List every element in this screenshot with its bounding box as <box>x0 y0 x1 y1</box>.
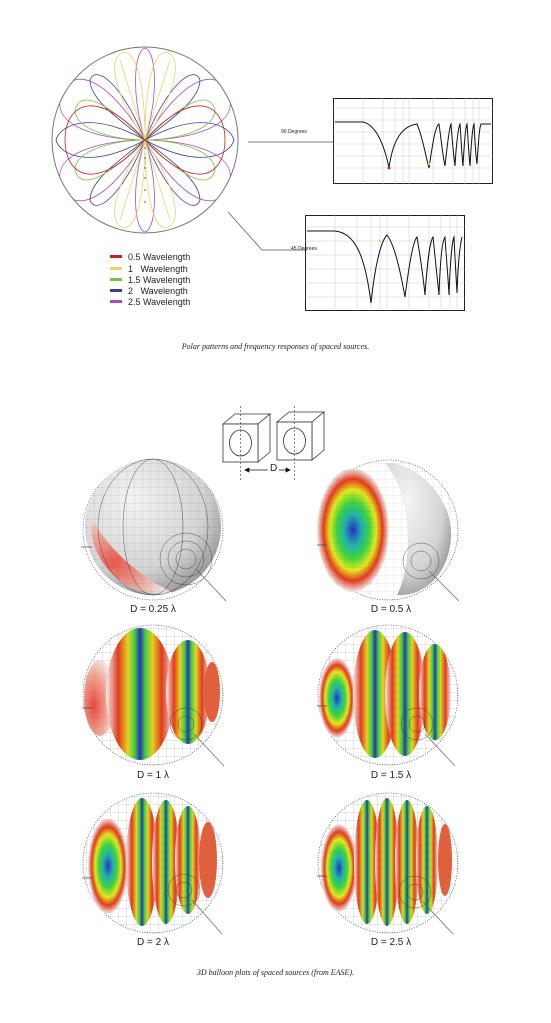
balloon-plot-1-5 <box>313 620 463 770</box>
legend-swatch <box>110 289 122 292</box>
balloon-plot-0-25 <box>78 455 228 605</box>
legend-label: 2 Wavelength <box>128 286 188 296</box>
balloon-label-0-25: D = 0.25 λ <box>130 604 176 615</box>
balloon-label-0-5: D = 0.5 λ <box>370 604 412 615</box>
legend-item <box>110 264 188 274</box>
balloon-label-2: D = 2 λ <box>137 937 169 948</box>
polar-plot <box>50 40 240 240</box>
legend-swatch <box>110 278 122 281</box>
freq-response-45 <box>305 215 465 311</box>
legend-label: 0.5 Wavelength <box>128 252 191 262</box>
legend-item <box>110 297 190 307</box>
balloon-plot-2-5 <box>313 788 463 938</box>
legend-label: 1 Wavelength <box>128 264 188 274</box>
balloon-plot-2 <box>78 788 228 938</box>
balloon-plot-0-5 <box>313 455 463 605</box>
legend-swatch <box>110 300 122 303</box>
figure1-caption: Polar patterns and frequency responses of spaced sources. <box>181 342 370 351</box>
balloon-plot-1 <box>78 620 228 770</box>
label-90-degrees: 90 Degrees <box>281 129 307 135</box>
balloon-label-1: D = 1 λ <box>137 770 169 781</box>
figure2-caption: 3D balloon plots of spaced sources (from EASE). <box>196 968 355 977</box>
balloon-label-2-5: D = 2.5 λ <box>370 937 412 948</box>
legend-label: 1.5 Wavelength <box>128 275 191 285</box>
legend-item <box>110 286 188 296</box>
freq-response-90 <box>333 98 493 184</box>
legend-item <box>110 275 190 285</box>
balloon-label-1-5: D = 1.5 λ <box>370 770 412 781</box>
label-45-degrees: 45 Degrees <box>291 246 317 252</box>
spacing-label: D <box>270 463 278 474</box>
legend-label: 2.5 Wavelength <box>128 297 191 307</box>
legend-item <box>110 252 190 262</box>
legend-swatch <box>110 255 122 258</box>
legend-swatch <box>110 267 122 270</box>
